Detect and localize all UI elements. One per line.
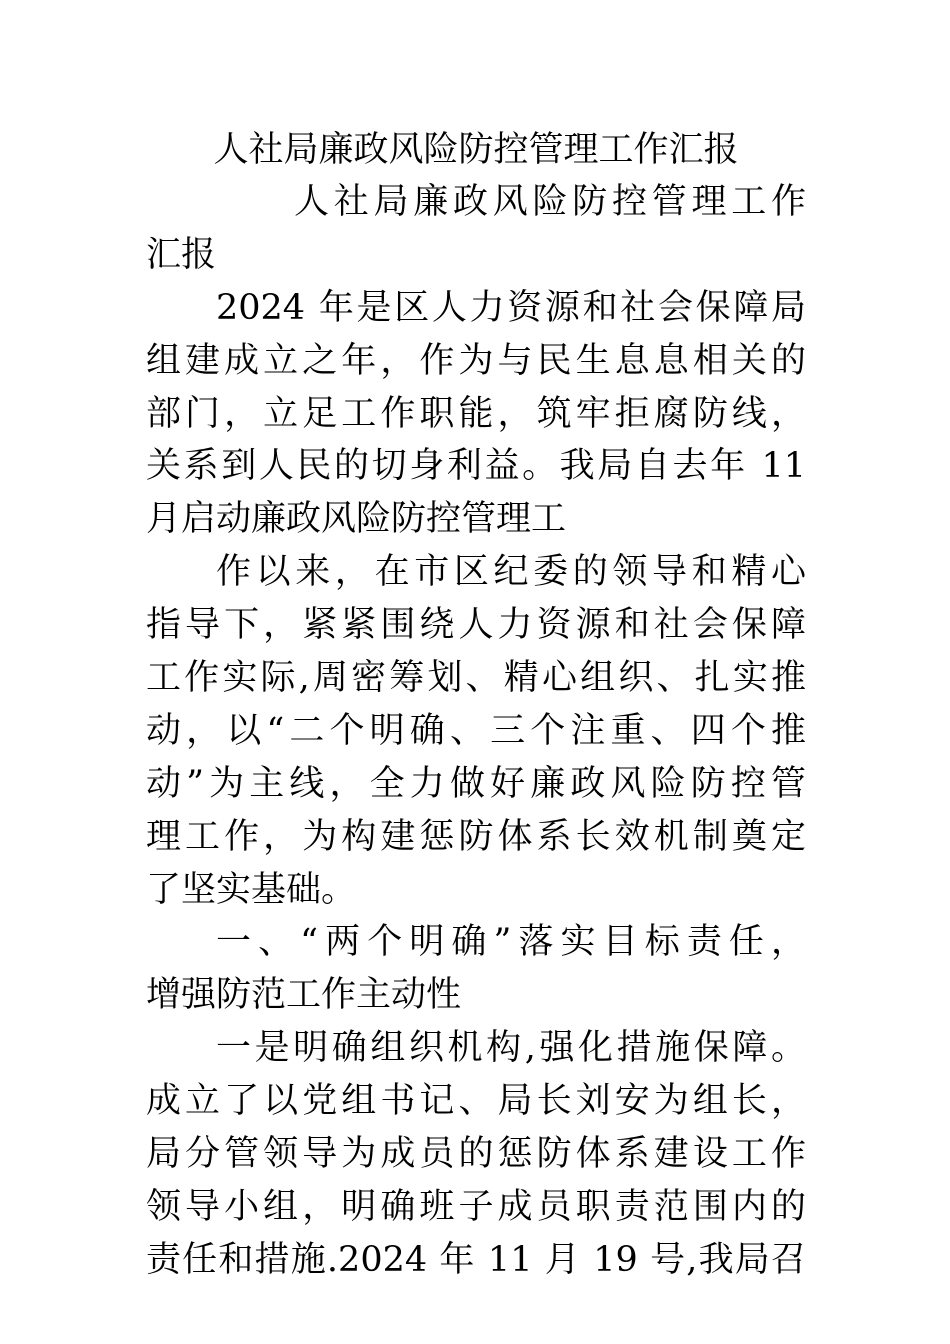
paragraph-line: 一是明确组织机构,强化措施保障。 xyxy=(216,1028,806,1069)
paragraph-line: 组建成立之年，作为与民生息息相关的 xyxy=(146,340,806,381)
paragraph-line: 部门，立足工作职能，筑牢拒腐防线， xyxy=(146,393,806,434)
paragraph-line: 指导下，紧紧围绕人力资源和社会保障 xyxy=(146,605,806,646)
section-heading-line: 一、“两个明确”落实目标责任， xyxy=(216,922,806,963)
paragraph-line: 工作实际,周密筹划、精心组织、扎实推 xyxy=(146,658,806,699)
paragraph-line: 理工作，为构建惩防体系长效机制奠定 xyxy=(146,816,806,857)
paragraph-line: 月启动廉政风险防控管理工 xyxy=(146,499,567,540)
paragraph-line: 关系到人民的切身利益。我局自去年 11 xyxy=(146,446,806,487)
subtitle-line: 人社局廉政风险防控管理工作 xyxy=(294,182,806,222)
document-title: 人社局廉政风险防控管理工作汇报 xyxy=(213,130,739,170)
paragraph-line: 动”为主线，全力做好廉政风险防控管 xyxy=(146,763,806,804)
paragraph-line: 领导小组，明确班子成员职责范围内的 xyxy=(146,1186,806,1227)
paragraph-line: 了坚实基础。 xyxy=(146,869,357,910)
paragraph-line: 2024 年是区人力资源和社会保障局 xyxy=(216,287,806,328)
section-heading-line: 增强防范工作主动性 xyxy=(146,975,462,1016)
document-body xyxy=(146,176,806,1287)
paragraph-line: 动，以“二个明确、三个注重、四个推 xyxy=(146,710,806,751)
subtitle-line: 汇报 xyxy=(146,234,217,275)
paragraph-line: 作以来，在市区纪委的领导和精心 xyxy=(216,552,806,593)
paragraph-line: 责任和措施.2024 年 11 月 19 号,我局召 xyxy=(146,1239,806,1280)
paragraph-line: 局分管领导为成员的惩防体系建设工作 xyxy=(146,1134,806,1175)
paragraph-line: 成立了以党组书记、局长刘安为组长， xyxy=(146,1081,806,1122)
